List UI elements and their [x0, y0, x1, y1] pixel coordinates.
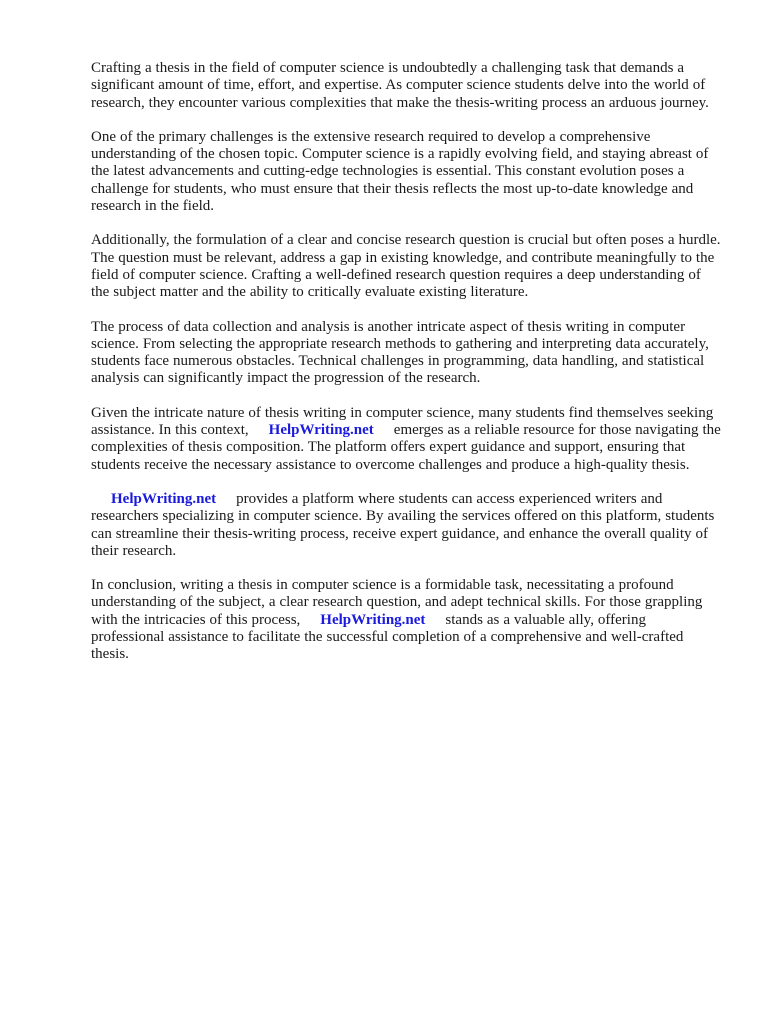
paragraph-conclusion [91, 577, 723, 663]
paragraph-data-analysis: The process of data collection and analysis is another intricate aspect of thesis writing in computer science. From selecting the appropriate research methods to gathering and interpreting data accurately, students face numerous obstacles. Technical challenges in programming, data handling, and statistical analysis can significantly impact the progression of the research. [91, 318, 709, 387]
paragraph-research-question: Additionally, the formulation of a clear and concise research question is crucial but often poses a hurdle. The question must be relevant, address a gap in existing knowledge, and contribute meaningfully to the field of computer science. Crafting a well-defined research question requires a deep understanding of the subject matter and the ability to critically evaluate existing literature. [91, 232, 721, 301]
paragraph-intro: Crafting a thesis in the field of computer science is undoubtedly a challenging task that demands a significant amount of time, effort, and expertise. As computer science students delve into the world of research, they encounter various complexities that make the thesis-writing process an arduous journey. [91, 60, 709, 111]
paragraph-research-challenge: One of the primary challenges is the extensive research required to develop a comprehensive understanding of the chosen topic. Computer science is a rapidly evolving field, and staying abreast of the latest advancements and cutting-edge technologies is essential. This constant evolution poses a challenge for students, who must ensure that their thesis reflects the most up-to-date knowledge and research in the field. [91, 128, 709, 215]
paragraph-conclusion-text-before: In conclusion, writing a thesis in computer science is a formidable task, necessitating a profound understanding of the subject, a clear research question, and adept technical skills. For those grappling with the intricacies of this process, [91, 577, 703, 628]
helpwriting-link[interactable]: HelpWriting.net [320, 611, 426, 628]
document-page [91, 60, 723, 681]
helpwriting-link[interactable]: HelpWriting.net [268, 422, 374, 439]
paragraph-platform-text: provides a platform where students can access experienced writers and researchers specializing in computer science. By availing the services offered on this platform, students can streamline their thesis-writing process, receive expert guidance, and enhance the overall quality of their research. [91, 490, 715, 559]
paragraph-conclusion-text-after: stands as a valuable ally, offering professional assistance to facilitate the successful completion of a comprehensive and well-crafted thesis. [91, 611, 684, 663]
paragraph-assistance [91, 405, 723, 474]
helpwriting-link[interactable]: HelpWriting.net [111, 490, 217, 507]
paragraph-platform [91, 491, 723, 560]
paragraph-assistance-text-before: Given the intricate nature of thesis writing in computer science, many students find themselves seeking assistance. In this context, [91, 404, 714, 439]
paragraph-assistance-text-after: emerges as a reliable resource for those navigating the complexities of thesis composition. The platform offers expert guidance and support, ensuring that students receive the necessary assistance to overcome challenges and produce a high-quality thesis. [91, 422, 721, 473]
